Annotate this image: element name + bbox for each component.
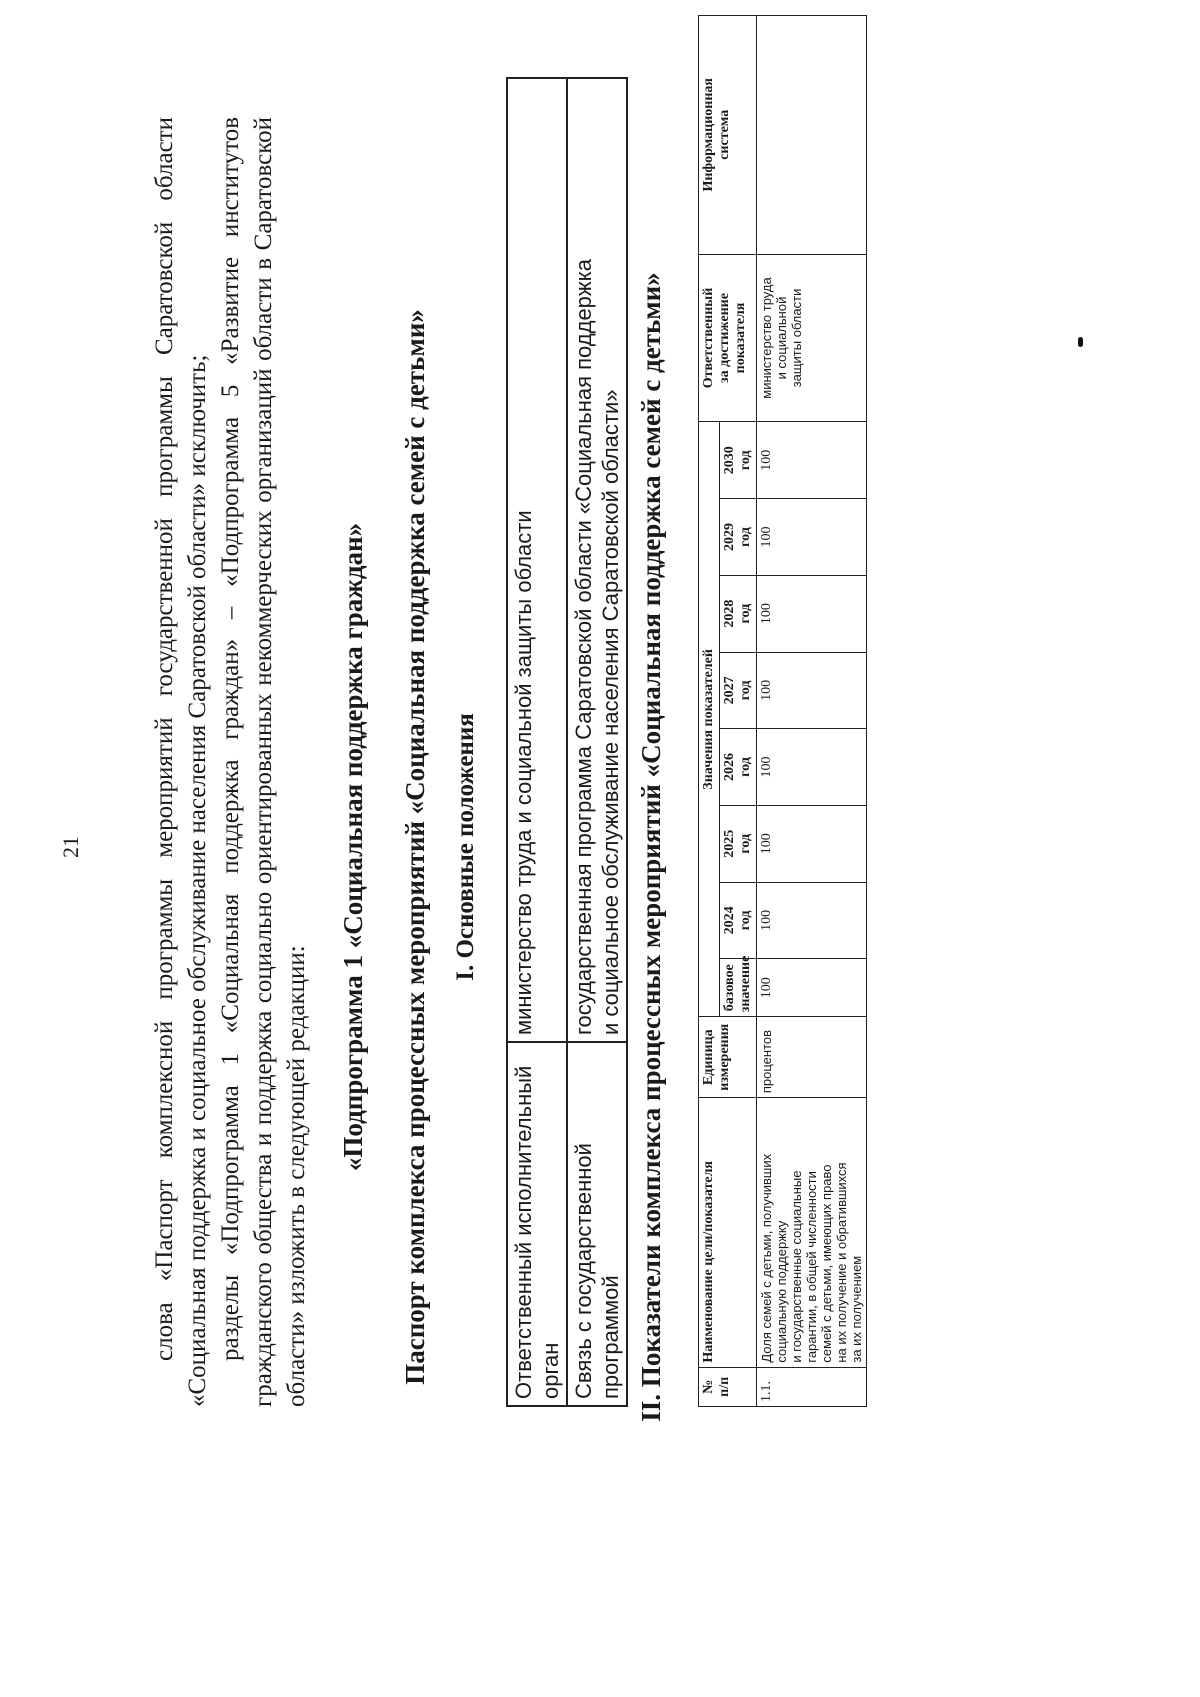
row-num: 1.1. [757,1367,867,1406]
indicator-responsible: министерство труда и социальной защиты области [757,254,867,422]
basic-provisions-table [506,77,628,1407]
paragraph-2-line-2: гражданского общества и поддержка социально ориентированных некоммерческих организаций области в Саратовской [250,117,277,1407]
col-responsible-header: Ответственный за достижение показателя [699,254,757,422]
paragraph-1-line-1: слова «Паспорт комплексной программы мероприятий государственной программы Саратовской области [151,117,178,1361]
paragraph-1 [148,117,214,1407]
indicators-table [698,15,867,1407]
table-row [567,78,627,1406]
indicator-value-2024: 100 [757,882,867,959]
col-values-group-header: Значения показателей [699,422,720,1017]
col-base-header: базовое значение [720,959,757,1017]
responsible-body-label: Ответственный исполнительный орган [507,1042,567,1406]
col-name-header: Наименование цели/показателя [699,1098,757,1367]
indicator-value-2025: 100 [757,805,867,882]
indicator-value-2030: 100 [757,422,867,499]
indicator-unit: процентов [757,1017,867,1098]
paragraph-1-line-2: «Социальная поддержка и социальное обслуживание населения Саратовской области» исключить; [184,354,211,1407]
indicator-info-system [757,16,867,255]
header-row [699,16,720,1407]
section-1-title: I. Основные положения [452,713,479,981]
col-year-2029-header: 2029 год [720,499,757,576]
passport-title: Паспорт комплекса процессных мероприятий «Социальная поддержка семей с детьми» [400,309,430,1385]
table-row [507,78,567,1406]
responsible-body-value: министерство труда и социальной защиты области [507,78,567,1042]
col-year-2028-header: 2028 год [720,575,757,652]
col-year-2024-header: 2024 год [720,882,757,959]
table-row [757,16,867,1407]
section-2-title: II. Показатели комплекса процессных мероприятий «Социальная поддержка семей с детьми» [636,272,666,1422]
col-num-header: № п/п [699,1367,757,1406]
program-link-value-line-1: государственная программа Саратовской области «Социальная поддержка [571,259,596,1035]
program-link-value [567,78,627,1042]
col-year-2026-header: 2026 год [720,729,757,806]
program-link-value-line-2: и социальное обслуживание населения Саратовской области» [598,389,623,1035]
indicator-value-2026: 100 [757,729,867,806]
col-year-2025-header: 2025 год [720,805,757,882]
subprogram-title: «Подпрограмма 1 «Социальная поддержка граждан» [338,522,368,1172]
col-info-system-header: Информационная система [699,16,757,255]
indicator-value-2027: 100 [757,652,867,729]
indicator-base-value: 100 [757,959,867,1017]
paragraph-2 [214,117,313,1407]
paragraph-2-line-3: области» изложить в следующей редакции: [283,945,310,1407]
page-number: 21 [58,836,83,858]
col-year-2027-header: 2027 год [720,652,757,729]
program-link-label: Связь с государственной программой [567,1042,627,1406]
indicator-value-2029: 100 [757,499,867,576]
col-year-2030-header: 2030 год [720,422,757,499]
indicator-name: Доля семей с детьми, получивших социальную поддержку и государственные социальные гарантии, в общей численности семей с детьми, имеющих право на их получение и обратившихся за их получением [757,1098,867,1367]
scan-speck-mark [1078,337,1083,347]
paragraph-2-line-1: разделы «Подпрограмма 1 «Социальная поддержка граждан» – «Подпрограмма 5 «Развитие институтов [217,117,244,1361]
col-unit-header: Единица измерения [699,1017,757,1098]
indicator-value-2028: 100 [757,575,867,652]
